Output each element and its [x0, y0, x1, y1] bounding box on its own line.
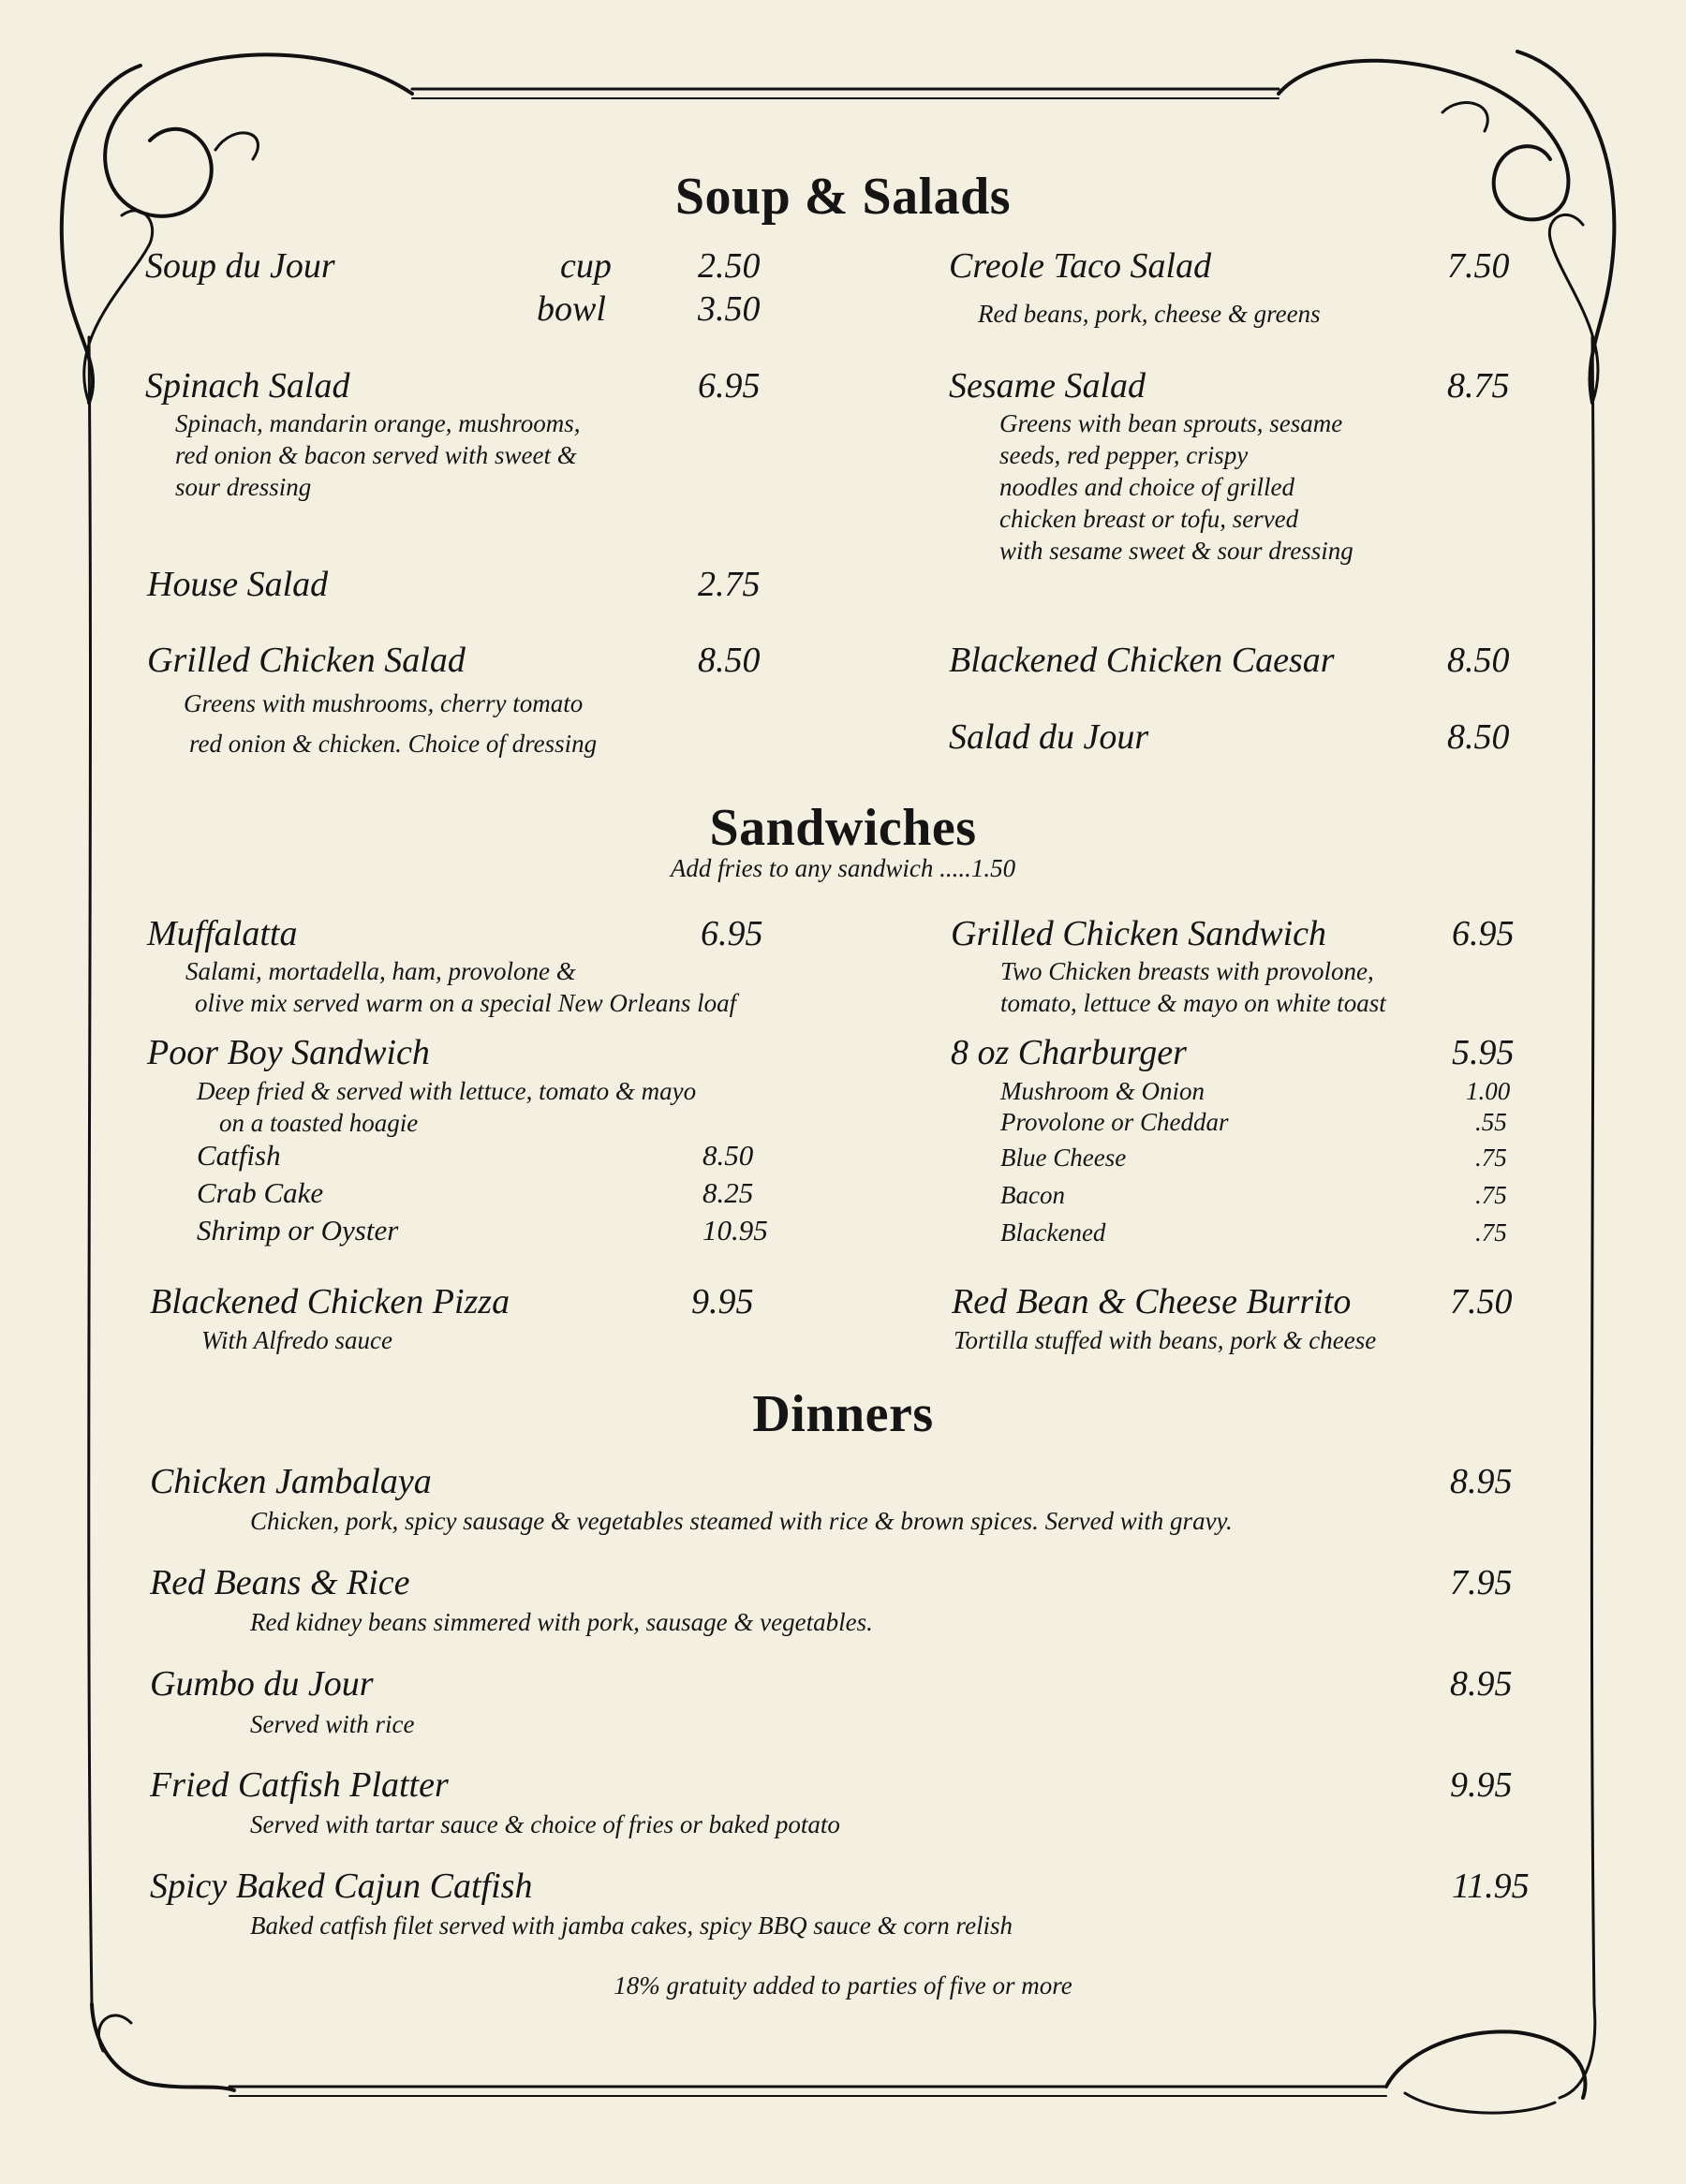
item-price-blackened-chicken-caesar: 8.50 [1447, 641, 1510, 680]
item-name-red-bean-burrito: Red Bean & Cheese Burrito [952, 1282, 1352, 1321]
item-price-muffalatta: 6.95 [701, 914, 763, 953]
section-title-sandwiches: Sandwiches [709, 799, 977, 857]
poor-boy-option-price: 8.50 [702, 1139, 754, 1172]
item-desc-red-beans-rice: Red kidney beans simmered with pork, sausage & vegetables. [250, 1608, 873, 1636]
charburger-addon-price: .75 [1475, 1181, 1507, 1209]
item-desc-creole-taco-salad: Red beans, pork, cheese & greens [978, 300, 1321, 328]
soup-bowl-price: 3.50 [698, 289, 761, 329]
poor-boy-option-name: Crab Cake [197, 1176, 324, 1209]
item-price-red-bean-burrito: 7.50 [1450, 1282, 1513, 1321]
item-desc-muffalatta: Salami, mortadella, ham, provolone & olive mix served warm on a special New Orleans loaf [185, 957, 737, 1017]
charburger-addon-name: Blackened [1000, 1218, 1106, 1247]
item-price-creole-taco-salad: 7.50 [1447, 246, 1510, 286]
item-desc-spicy-baked-cajun-catfish: Baked catfish filet served with jamba cakes, spicy BBQ sauce & corn relish [250, 1911, 1013, 1940]
item-price-grilled-chicken-salad: 8.50 [698, 641, 761, 680]
poor-boy-option-price: 10.95 [702, 1214, 768, 1247]
item-name-house-salad: House Salad [147, 565, 329, 604]
poor-boy-option-name: Catfish [197, 1139, 281, 1172]
charburger-addon-name: Bacon [1000, 1181, 1065, 1209]
item-name-salad-du-jour: Salad du Jour [949, 717, 1149, 757]
soup-cup-price: 2.50 [698, 246, 761, 286]
item-name-sesame-salad: Sesame Salad [949, 366, 1146, 406]
item-price-red-beans-rice: 7.95 [1450, 1563, 1513, 1602]
charburger-addon-name: Provolone or Cheddar [1000, 1108, 1229, 1136]
soup-cup-label: cup [560, 246, 612, 286]
item-price-blackened-chicken-pizza: 9.95 [691, 1282, 754, 1321]
charburger-addon-price: 1.00 [1466, 1077, 1511, 1105]
item-name-charburger: 8 oz Charburger [951, 1033, 1187, 1072]
item-price-sesame-salad: 8.75 [1447, 366, 1510, 406]
item-price-house-salad: 2.75 [698, 565, 761, 604]
charburger-addon-price: .75 [1475, 1144, 1507, 1172]
gratuity-note: 18% gratuity added to parties of five or more [614, 1971, 1072, 2000]
charburger-addon-price: .75 [1475, 1218, 1507, 1247]
item-desc-red-bean-burrito: Tortilla stuffed with beans, pork & cheese [954, 1326, 1377, 1354]
poor-boy-option-name: Shrimp or Oyster [197, 1214, 399, 1247]
item-name-spicy-baked-cajun-catfish: Spicy Baked Cajun Catfish [150, 1867, 533, 1906]
item-name-blackened-chicken-caesar: Blackened Chicken Caesar [949, 641, 1335, 680]
charburger-addon-name: Blue Cheese [1000, 1144, 1127, 1172]
item-desc-gumbo-du-jour: Served with rice [250, 1710, 415, 1738]
item-name-gumbo-du-jour: Gumbo du Jour [150, 1664, 374, 1704]
item-desc-spinach-salad: Spinach, mandarin orange, mushrooms, red onion & bacon served with sweet & sour dressing [175, 409, 581, 501]
item-desc-blackened-chicken-pizza: With Alfredo sauce [201, 1326, 392, 1354]
item-desc-fried-catfish-platter: Served with tartar sauce & choice of fries or baked potato [250, 1810, 840, 1838]
item-price-fried-catfish-platter: 9.95 [1450, 1765, 1513, 1805]
item-name-creole-taco-salad: Creole Taco Salad [949, 246, 1212, 286]
item-desc-grilled-chicken-salad: Greens with mushrooms, cherry tomato red onion & chicken. Choice of dressing [184, 689, 598, 758]
item-price-spinach-salad: 6.95 [698, 366, 761, 406]
item-name-muffalatta: Muffalatta [147, 914, 298, 953]
item-name-chicken-jambalaya: Chicken Jambalaya [150, 1462, 432, 1501]
item-desc-sesame-salad: Greens with bean sprouts, sesame seeds, red pepper, crispy noodles and choice of grilled chicken breast or tofu, served with sesame sweet & sour dressing [999, 409, 1353, 565]
item-name-poor-boy-sandwich: Poor Boy Sandwich [147, 1033, 430, 1072]
soup-bowl-label: bowl [537, 289, 606, 329]
item-price-chicken-jambalaya: 8.95 [1450, 1462, 1513, 1501]
poor-boy-option-price: 8.25 [702, 1176, 754, 1209]
item-name-red-beans-rice: Red Beans & Rice [150, 1563, 410, 1602]
section-title-soup-salads: Soup & Salads [674, 168, 1012, 226]
item-price-spicy-baked-cajun-catfish: 11.95 [1452, 1867, 1530, 1906]
item-price-charburger: 5.95 [1452, 1033, 1515, 1072]
item-name-fried-catfish-platter: Fried Catfish Platter [150, 1765, 449, 1805]
item-name-grilled-chicken-salad: Grilled Chicken Salad [147, 641, 466, 680]
charburger-addon-name: Mushroom & Onion [1000, 1077, 1205, 1105]
item-price-gumbo-du-jour: 8.95 [1450, 1664, 1513, 1704]
item-name-soup-du-jour: Soup du Jour [145, 246, 335, 286]
item-desc-poor-boy-sandwich: Deep fried & served with lettuce, tomato & mayo on a toasted hoagie [197, 1077, 697, 1137]
item-price-grilled-chicken-sandwich: 6.95 [1452, 914, 1515, 953]
item-name-spinach-salad: Spinach Salad [145, 366, 350, 406]
item-name-grilled-chicken-sandwich: Grilled Chicken Sandwich [951, 914, 1327, 953]
item-desc-grilled-chicken-sandwich: Two Chicken breasts with provolone, tomato, lettuce & mayo on white toast [1000, 957, 1386, 1017]
item-price-salad-du-jour: 8.50 [1447, 717, 1510, 757]
charburger-addon-price: .55 [1475, 1108, 1507, 1136]
section-title-dinners: Dinners [752, 1385, 934, 1443]
section-subtitle-sandwiches: Add fries to any sandwich .....1.50 [670, 854, 1016, 882]
item-desc-chicken-jambalaya: Chicken, pork, spicy sausage & vegetables steamed with rice & brown spices. Served with gravy. [250, 1507, 1233, 1535]
item-name-blackened-chicken-pizza: Blackened Chicken Pizza [150, 1282, 510, 1321]
